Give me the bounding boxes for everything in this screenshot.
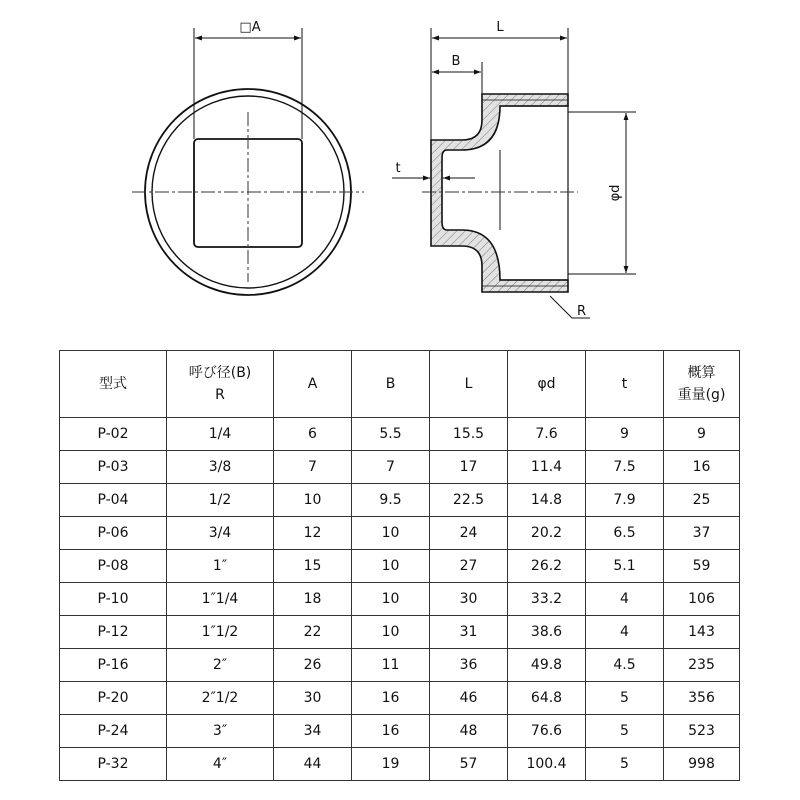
cell-phi-d: 7.6 [508, 418, 586, 451]
cell-l: 46 [430, 682, 508, 715]
cell-b: 11 [352, 649, 430, 682]
header-l [430, 351, 508, 418]
table-row [60, 583, 740, 616]
cell-model: P-12 [60, 616, 167, 649]
table-row [60, 715, 740, 748]
cell-a: 30 [274, 682, 352, 715]
cell-a: 26 [274, 649, 352, 682]
cell-approx-weight: 356 [664, 682, 740, 715]
cell-phi-d: 38.6 [508, 616, 586, 649]
dim-label-t: t [395, 161, 401, 176]
cell-nominal-size: 3″ [167, 715, 274, 748]
cell-nominal-size: 1/4 [167, 418, 274, 451]
cell-b: 5.5 [352, 418, 430, 451]
cell-nominal-size: 1″1/2 [167, 616, 274, 649]
cell-t: 4.5 [586, 649, 664, 682]
cell-a: 44 [274, 748, 352, 781]
table-row [60, 682, 740, 715]
cell-approx-weight: 235 [664, 649, 740, 682]
cell-nominal-size: 3/4 [167, 517, 274, 550]
cell-model: P-08 [60, 550, 167, 583]
header-a-line: A [307, 376, 318, 392]
cell-b: 10 [352, 550, 430, 583]
table-row [60, 550, 740, 583]
dim-label-l: L [496, 20, 504, 35]
cell-phi-d: 26.2 [508, 550, 586, 583]
cell-model: P-06 [60, 517, 167, 550]
cell-model: P-32 [60, 748, 167, 781]
cell-model: P-24 [60, 715, 167, 748]
cell-phi-d: 64.8 [508, 682, 586, 715]
cell-a: 22 [274, 616, 352, 649]
cell-phi-d: 14.8 [508, 484, 586, 517]
cell-t: 5.1 [586, 550, 664, 583]
header-row [60, 351, 740, 418]
cell-nominal-size: 4″ [167, 748, 274, 781]
front-view [132, 20, 364, 295]
table-row [60, 616, 740, 649]
cell-b: 10 [352, 616, 430, 649]
header-phi-d-line: φd [537, 376, 556, 392]
cell-phi-d: 11.4 [508, 451, 586, 484]
cell-model: P-03 [60, 451, 167, 484]
header-a [274, 351, 352, 418]
cell-phi-d: 49.8 [508, 649, 586, 682]
cell-phi-d: 20.2 [508, 517, 586, 550]
cell-approx-weight: 59 [664, 550, 740, 583]
cell-phi-d: 100.4 [508, 748, 586, 781]
cell-approx-weight: 998 [664, 748, 740, 781]
cell-b: 10 [352, 517, 430, 550]
cell-a: 18 [274, 583, 352, 616]
cell-t: 4 [586, 583, 664, 616]
cell-l: 24 [430, 517, 508, 550]
cell-b: 7 [352, 451, 430, 484]
cell-a: 7 [274, 451, 352, 484]
dim-label-a: □A [239, 20, 261, 35]
cell-t: 9 [586, 418, 664, 451]
cell-t: 5 [586, 715, 664, 748]
header-nominal-size [167, 351, 274, 418]
header-approx-weight [664, 351, 740, 418]
cell-approx-weight: 106 [664, 583, 740, 616]
cell-model: P-10 [60, 583, 167, 616]
cap-bore [500, 106, 568, 280]
header-model [60, 351, 167, 418]
cell-b: 16 [352, 715, 430, 748]
cell-a: 34 [274, 715, 352, 748]
header-t [586, 351, 664, 418]
cell-approx-weight: 523 [664, 715, 740, 748]
cell-b: 16 [352, 682, 430, 715]
cell-l: 36 [430, 649, 508, 682]
cell-nominal-size: 1/2 [167, 484, 274, 517]
cell-l: 22.5 [430, 484, 508, 517]
cell-approx-weight: 16 [664, 451, 740, 484]
technical-drawing [0, 0, 800, 345]
spec-table [59, 350, 740, 781]
header-l-line: L [464, 376, 473, 392]
header-approx-weight-line: 重量(g) [677, 387, 726, 403]
header-model-line: 型式 [99, 376, 127, 392]
table-row [60, 418, 740, 451]
cell-model: P-20 [60, 682, 167, 715]
cell-phi-d: 33.2 [508, 583, 586, 616]
cell-l: 57 [430, 748, 508, 781]
table-row [60, 649, 740, 682]
cell-approx-weight: 25 [664, 484, 740, 517]
cell-t: 5 [586, 682, 664, 715]
cell-approx-weight: 37 [664, 517, 740, 550]
cell-approx-weight: 9 [664, 418, 740, 451]
cell-model: P-16 [60, 649, 167, 682]
cell-a: 12 [274, 517, 352, 550]
cell-nominal-size: 2″1/2 [167, 682, 274, 715]
cell-model: P-04 [60, 484, 167, 517]
table-row [60, 517, 740, 550]
cell-nominal-size: 3/8 [167, 451, 274, 484]
header-t-line: t [621, 376, 628, 392]
header-nominal-size-line: R [215, 387, 225, 403]
dim-label-phi-d: φd [608, 184, 623, 202]
cell-l: 27 [430, 550, 508, 583]
cell-l: 15.5 [430, 418, 508, 451]
header-nominal-size-line: 呼び径(B) [188, 365, 252, 381]
table-row [60, 484, 740, 517]
table-body [60, 418, 740, 781]
cell-model: P-02 [60, 418, 167, 451]
cell-b: 19 [352, 748, 430, 781]
cell-a: 6 [274, 418, 352, 451]
dim-label-b: B [451, 54, 461, 69]
cell-t: 7.5 [586, 451, 664, 484]
cell-t: 5 [586, 748, 664, 781]
dim-label-r: R [577, 304, 587, 319]
table-row [60, 748, 740, 781]
cell-a: 10 [274, 484, 352, 517]
cell-nominal-size: 1″ [167, 550, 274, 583]
cell-a: 15 [274, 550, 352, 583]
cell-l: 17 [430, 451, 508, 484]
header-phi-d [508, 351, 586, 418]
cell-t: 6.5 [586, 517, 664, 550]
header-approx-weight-line: 概算 [687, 365, 716, 381]
cell-l: 30 [430, 583, 508, 616]
header-b-line: B [385, 376, 396, 392]
cell-b: 9.5 [352, 484, 430, 517]
cell-b: 10 [352, 583, 430, 616]
cell-phi-d: 76.6 [508, 715, 586, 748]
cell-t: 7.9 [586, 484, 664, 517]
section-view [392, 20, 636, 319]
cell-t: 4 [586, 616, 664, 649]
cell-l: 48 [430, 715, 508, 748]
cell-nominal-size: 1″1/4 [167, 583, 274, 616]
table-row [60, 451, 740, 484]
header-b [352, 351, 430, 418]
cell-approx-weight: 143 [664, 616, 740, 649]
cell-l: 31 [430, 616, 508, 649]
cell-nominal-size: 2″ [167, 649, 274, 682]
